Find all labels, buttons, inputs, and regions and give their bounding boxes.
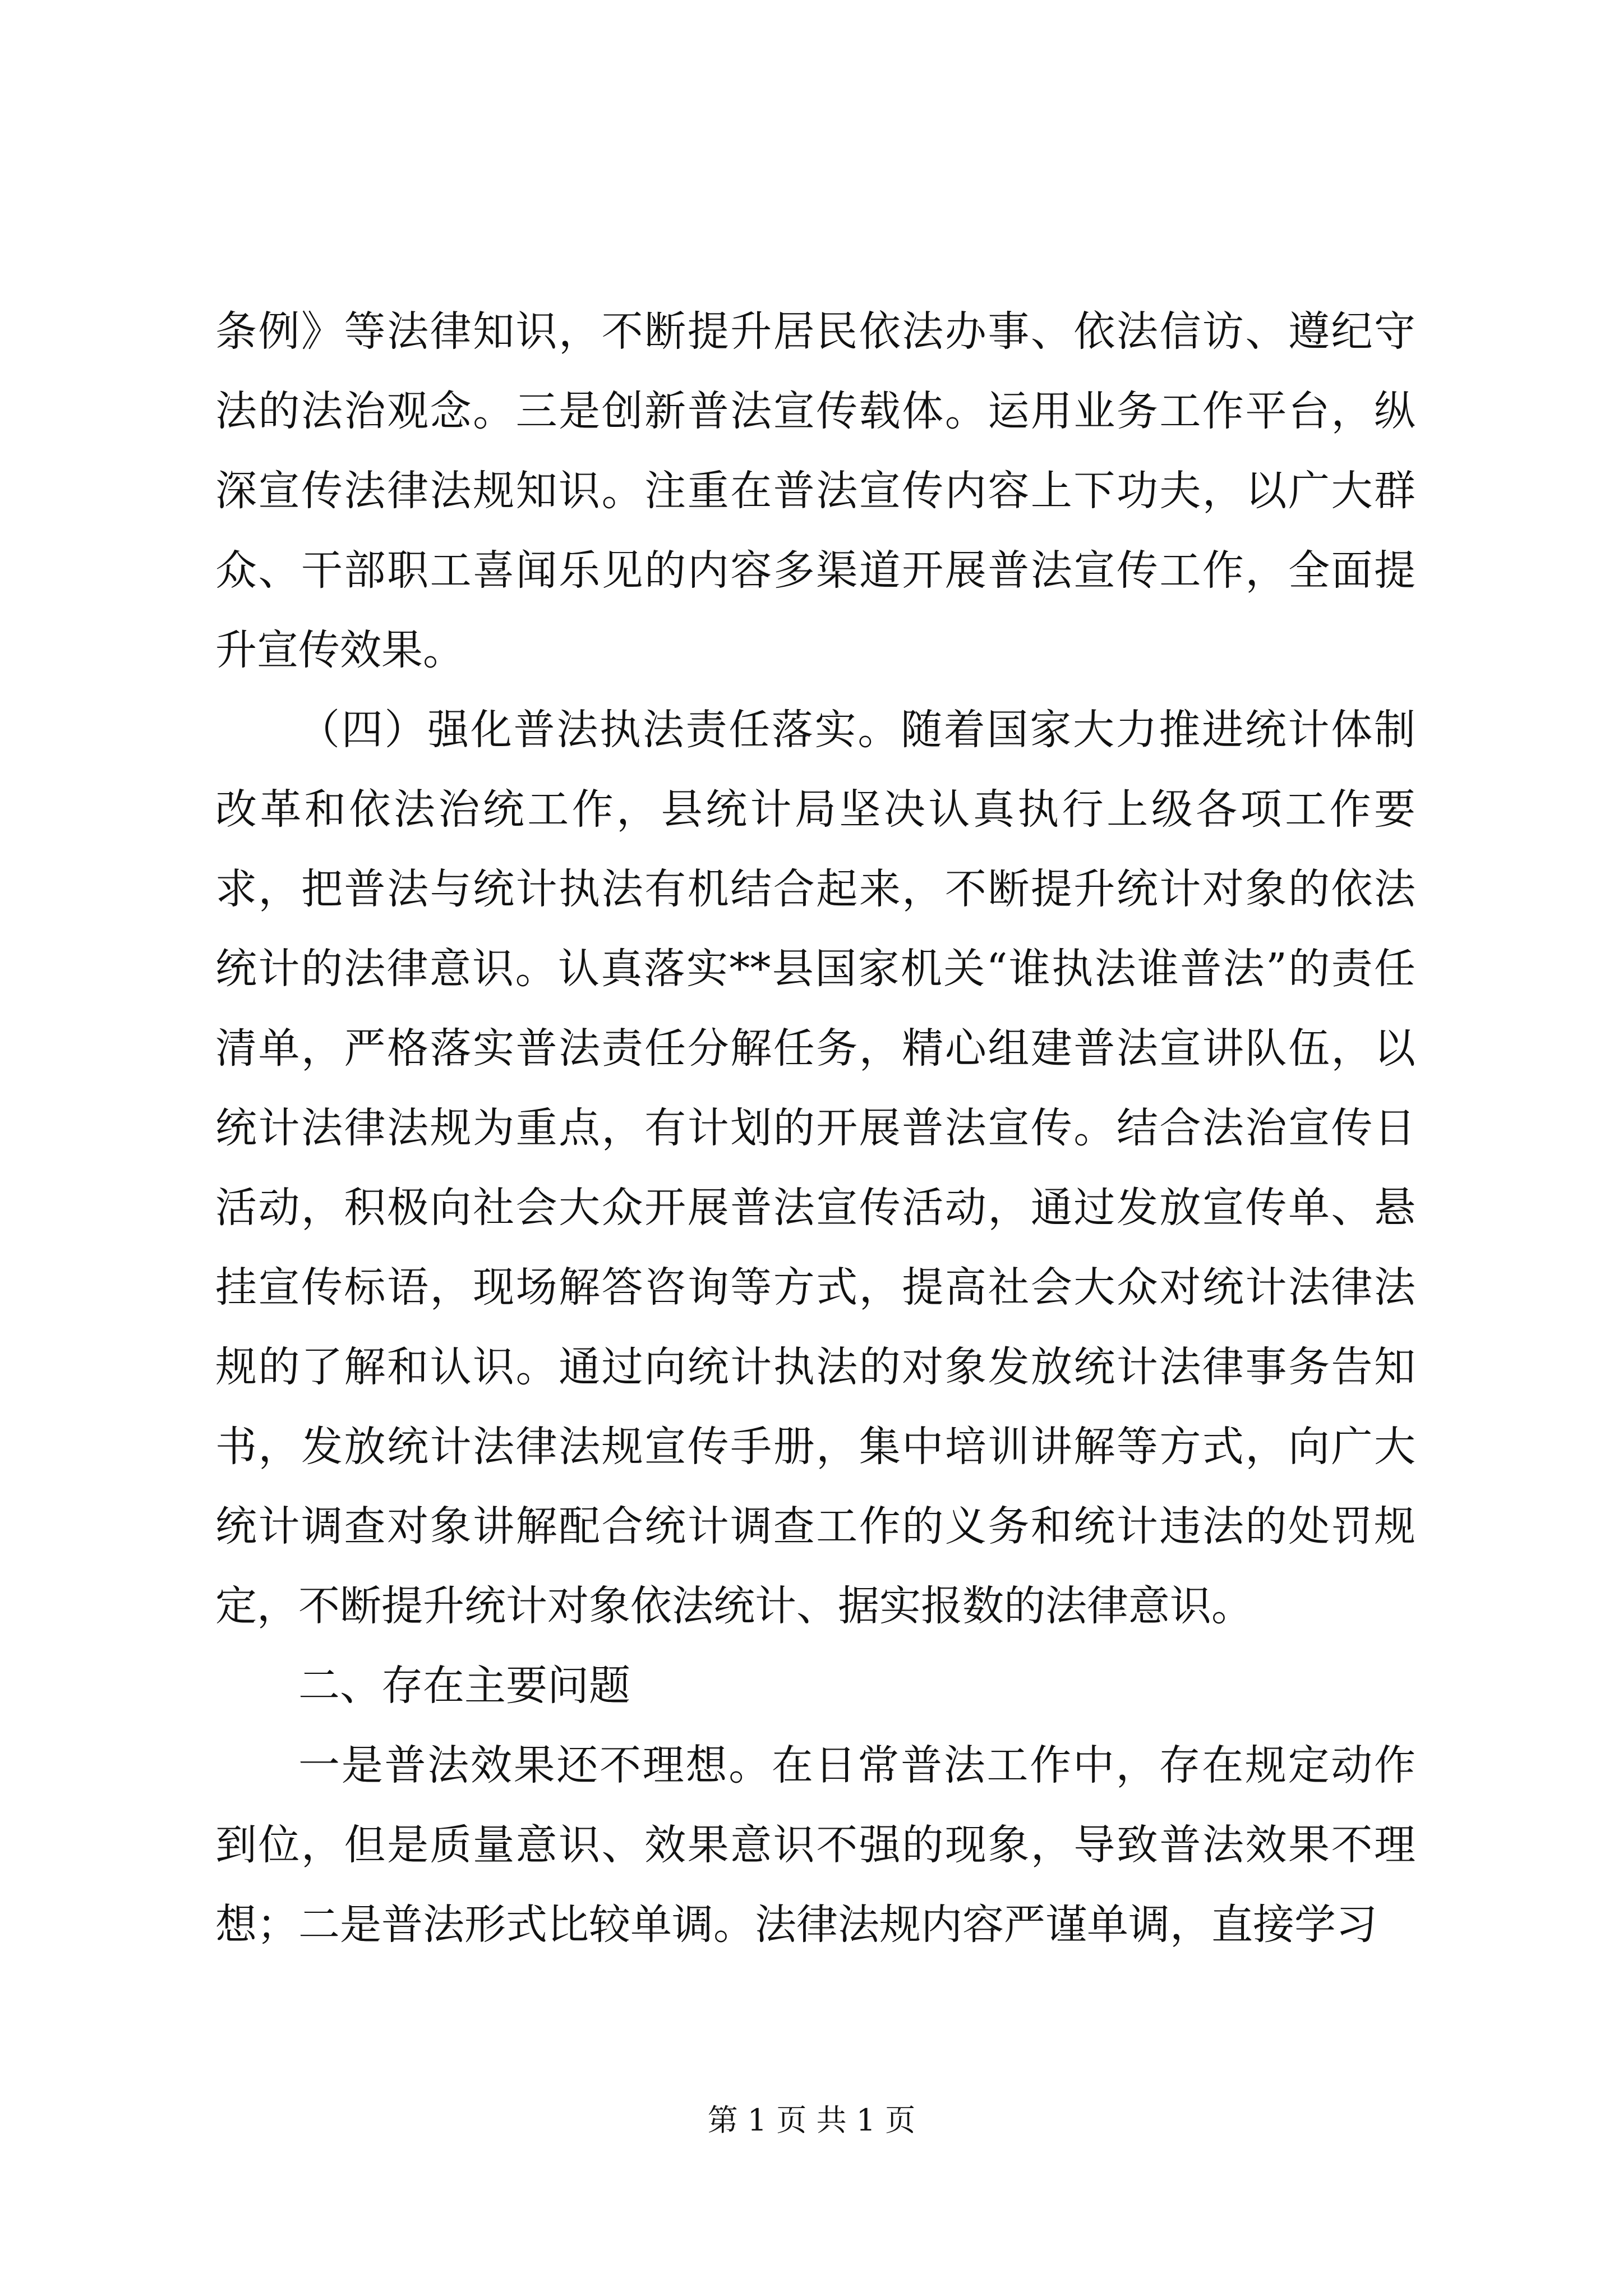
paragraph-continuation: 条例》等法律知识，不断提升居民依法办事、依法信访、遵纪守法的法治观念。三是创新普法宣传载体。运用业务工作平台，纵深宣传法律法规知识。注重在普法宣传内容上下功夫，以广大群众、干部职工喜闻乐见的内容多渠道开展普法宣传工作，全面提升宣传效果。 <box>215 307 1415 674</box>
paragraph-section-4: （四）强化普法执法责任落实。随着国家大力推进统计体制改革和依法治统工作，县统计局坚决认真执行上级各项工作要求，把普法与统计执法有机结合起来，不断提升统计对象的依法统计的法律意识。认真落实**县国家机关“谁执法谁普法”的责任清单，严格落实普法责任分解任务，精心组建普法宣讲队伍，以统计法律法规为重点，有计划的开展普法宣传。结合法治宣传日活动，积极向社会大众开展普法宣传活动，通过发放宣传单、悬挂宣传标语，现场解答咨询等方式，提高社会大众对统计法律法规的了解和认识。通过向统计执法的对象发放统计法律事务告知书，发放统计法律法规宣传手册，集中培训讲解等方式，向广大统计调查对象讲解配合统计调查工作的义务和统计违法的处罚规定，不断提升统计对象依法统计、据实报数的法律意识。 <box>215 706 1415 1630</box>
paragraph-problems: 一是普法效果还不理想。在日常普法工作中，存在规定动作到位，但是质量意识、效果意识不强的现象，导致普法效果不理想；二是普法形式比较单调。法律法规内容严谨单调，直接学习 <box>215 1741 1415 1949</box>
document-body <box>215 292 1415 1964</box>
section-heading-problems: 二、存在主要问题 <box>298 1662 630 1710</box>
page-footer: 第 1 页 共 1 页 <box>707 2102 916 2138</box>
